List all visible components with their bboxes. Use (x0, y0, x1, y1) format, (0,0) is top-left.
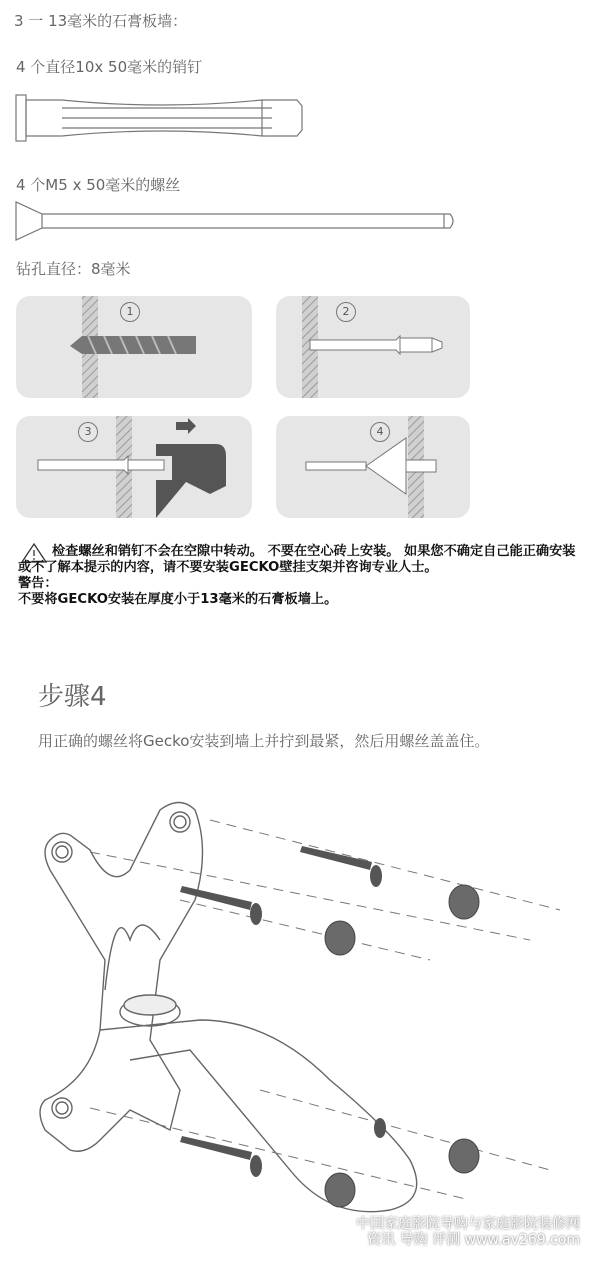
step4-title: 步骤4 (38, 682, 107, 712)
watermark (356, 1216, 580, 1248)
step-number-2: 2 (336, 302, 356, 322)
bracket-mount-illustration (30, 790, 570, 1230)
warning-heading: 警告： (18, 576, 58, 591)
wall-plug-illustration (12, 90, 312, 148)
step-panel-1 (16, 296, 252, 398)
screw-illustration (12, 198, 462, 244)
arrow-right-icon (176, 418, 196, 434)
warning-text-2: 不要将GECKO安装在厚度小于13毫米的石膏板墙上。 (18, 592, 338, 607)
step-number-1: 1 (120, 302, 140, 322)
screw-label: 4 个M5 x 50毫米的螺丝 (16, 176, 181, 194)
drill-label: 钻孔直径：8毫米 (16, 260, 131, 278)
watermark-line-1: 中国家庭影院导购与家庭影院装修网 (356, 1216, 580, 1232)
warning-text: 检查螺丝和销钉不会在空隙中转动。 不要在空心砖上安装。 如果您不确定自己能正确安装或不了解本提示的内容，请不要安装GECKO壁挂支架并咨询专业人士。 (18, 544, 576, 575)
step-panel-4 (276, 416, 470, 518)
warning-block (18, 544, 584, 608)
plug-insert-illustration (276, 296, 470, 398)
pin-label: 4 个直径10x 50毫米的销钉 (16, 58, 203, 76)
step-number-3: 3 (78, 422, 98, 442)
screw-mount-illustration (16, 416, 252, 518)
section-title: 3 一 13毫米的石膏板墙： (14, 12, 188, 30)
step-panel-3 (16, 416, 252, 518)
step-panel-2 (276, 296, 470, 398)
step-number-4: 4 (370, 422, 390, 442)
watermark-line-2: 资讯 导购 评测 www.av269.com (367, 1232, 580, 1248)
step4-description: 用正确的螺丝将Gecko安装到墙上并拧到最紧，然后用螺丝盖盖住。 (38, 732, 490, 750)
